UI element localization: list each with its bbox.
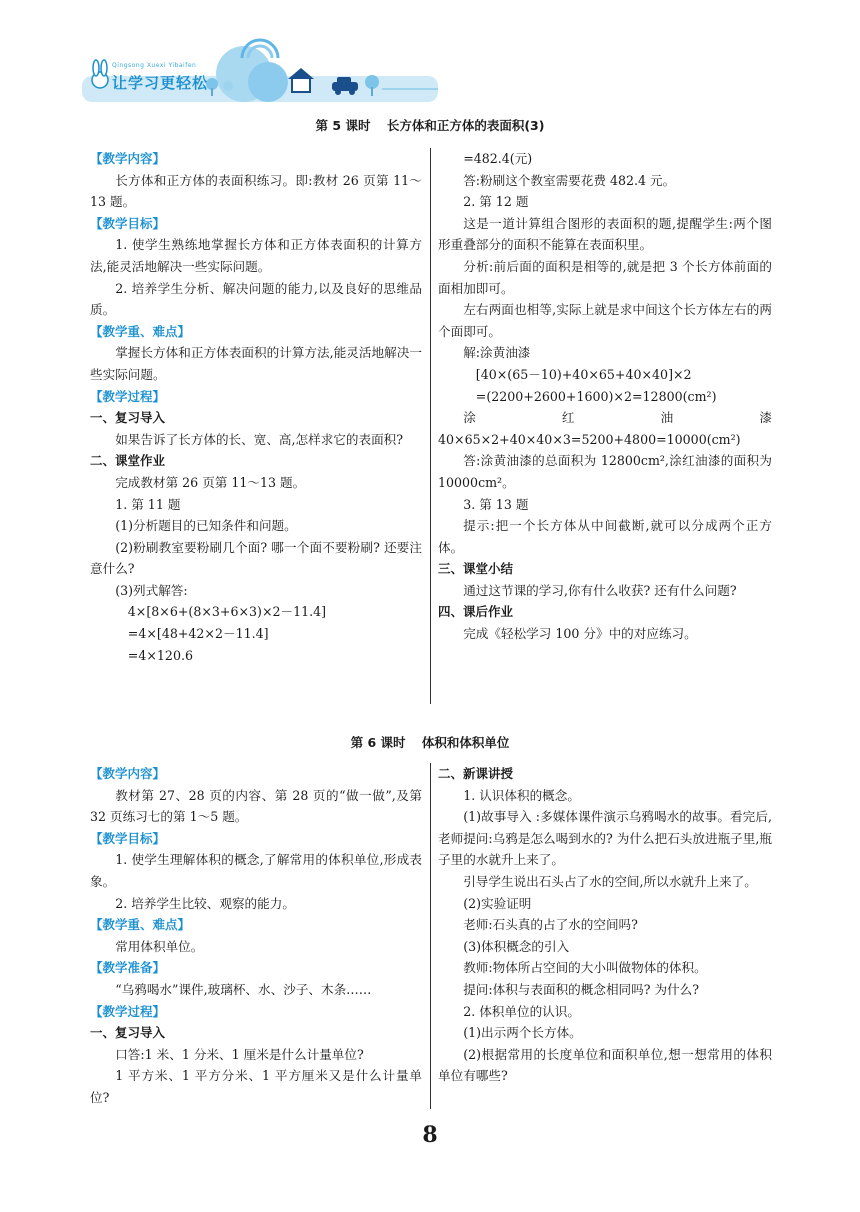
step-heading: 一、复习导入 [90, 1025, 166, 1041]
text-line: 完成教材第 26 页第 11～13 题。 [115, 474, 306, 490]
text-line: (1)故事导入 :多媒体课件演示乌鸦喝水的故事。看完后,老师提问:乌鸦是怎么喝到水的? 为什么把石头放进瓶子里,瓶子里的水就升上来了。 [438, 809, 772, 868]
lesson6-heading: 体积和体积单位 [421, 735, 510, 750]
section-heading: 【教学过程】 [90, 1003, 166, 1019]
section-heading: 【教学内容】 [90, 766, 166, 781]
text-line: (1)分析题目的已知条件和问题。 [115, 518, 297, 534]
text-line: 常用体积单位。 [115, 938, 204, 954]
text-line: 掌握长方体和正方体表面积的计算方法,能灵活地解决一些实际问题。 [90, 345, 422, 382]
section-heading: 【教学目标】 [90, 830, 166, 846]
text-line: =(2200+2600+1600)×2=12800(cm²) [475, 388, 717, 404]
text-line: 1 平方米、1 平方分米、1 平方厘米又是什么计量单位? [90, 1068, 422, 1105]
text-line: (2)根据常用的长度单位和面积单位,想一想常用的体积单位有哪些? [438, 1046, 772, 1084]
text-line: (2)实验证明 [463, 895, 532, 911]
text-line: (2)粉刷教室要粉刷几个面? 哪一个面不要粉刷? 还要注意什么? [90, 539, 422, 577]
lesson6-number: 第 6 课时 [350, 735, 406, 750]
step-heading: 三、课堂小结 [438, 561, 514, 577]
text-line: 提示:把一个长方体从中间截断,就可以分成两个正方体。 [438, 518, 772, 555]
text-line: 引导学生说出石头占了水的空间,所以水就升上来了。 [463, 873, 757, 889]
text-line: 老师:石头真的占了水的空间吗? [463, 917, 638, 933]
lesson5-heading: 长方体和正方体的表面积(3) [386, 118, 545, 133]
text-line: 3. 第 13 题 [463, 496, 529, 512]
step-heading: 二、课堂作业 [90, 453, 166, 469]
step-heading: 一、复习导入 [90, 410, 166, 426]
page-number: 8 [422, 1122, 438, 1148]
text-line: (1)出示两个长方体。 [463, 1025, 582, 1041]
section-heading: 【教学重、难点】 [90, 323, 191, 339]
text-line: “乌鸦喝水”课件,玻璃杯、水、沙子、木条…… [115, 981, 372, 997]
text-line: 1. 认识体积的概念。 [463, 787, 580, 803]
text-line: (3)体积概念的引入 [463, 938, 570, 954]
text-line: 2. 第 12 题 [463, 194, 529, 210]
text-line: 完成《轻松学习 100 分》中的对应练习。 [463, 626, 697, 642]
text-line: 这是一道计算组合图形的表面积的题,提醒学生:两个图形重叠部分的面积不能算在表面积里。 [438, 215, 772, 253]
text-line: =4×[48+42×2－11.4] [127, 626, 269, 642]
column-divider [430, 763, 431, 1109]
text-line: 口答:1 米、1 分米、1 厘米是什么计量单位? [115, 1046, 364, 1062]
text-line: 1. 使学生熟练地掌握长方体和正方体表面积的计算方法,能灵活地解决一些实际问题。 [90, 237, 422, 274]
text-line: 解:涂黄油漆 [463, 345, 531, 361]
text-line: (3)列式解答: [115, 582, 188, 598]
logo-subtitle: Qingsong Xuexi Yibaifen [112, 62, 197, 69]
section-heading: 【教学过程】 [90, 388, 166, 404]
lesson5-left-column [90, 148, 422, 666]
text-line: 2. 培养学生比较、观察的能力。 [115, 895, 295, 911]
text-line: 教师:物体所占空间的大小叫做物体的体积。 [463, 960, 707, 976]
text-line: 左右两面也相等,实际上就是求中间这个长方体左右的两个面即可。 [438, 302, 772, 339]
step-heading: 二、新课讲授 [438, 766, 514, 781]
text-line: 分析:前后面的面积是相等的,就是把 3 个长方体前面的面相加即可。 [438, 258, 772, 296]
lesson5-number: 第 5 课时 [315, 118, 371, 133]
text-line: =4×120.6 [127, 647, 193, 663]
text-line: 提问:体积与表面积的概念相同吗? 为什么? [463, 981, 700, 997]
text-line: [40×(65－10)+40×65+40×40]×2 [475, 366, 692, 382]
text-line: 2. 培养学生分析、解决问题的能力,以及良好的思维品质。 [90, 280, 422, 318]
text-line: 如果告诉了长方体的长、宽、高,怎样求它的表面积? [115, 431, 404, 447]
lesson6-title [0, 733, 860, 751]
logo-text: 让学习更轻松 [112, 74, 209, 92]
lesson5-title [0, 116, 860, 134]
section-heading: 【教学内容】 [90, 151, 166, 166]
lesson5-right-column [438, 148, 772, 645]
text-line: 通过这节课的学习,你有什么收获? 还有什么问题? [463, 582, 737, 598]
step-heading: 四、课后作业 [438, 604, 514, 620]
text-line: 长方体和正方体的表面积练习。即:教材 26 页第 11～13 题。 [90, 172, 422, 210]
text-line: 1. 使学生理解体积的概念,了解常用的体积单位,形成表象。 [90, 852, 422, 889]
text-line: 2. 体积单位的认识。 [463, 1003, 580, 1019]
section-heading: 【教学准备】 [90, 960, 166, 976]
text-line: 涂红油漆 40×65×2+40×40×3=5200+4800=10000(cm²) [438, 410, 772, 447]
banner-illustration [82, 38, 438, 104]
text-line: 4×[8×6+(8×3+6×3)×2－11.4] [127, 604, 327, 620]
text-line: 1. 第 11 题 [115, 496, 181, 512]
text-line: 教材第 27、28 页的内容、第 28 页的“做一做”,及第 32 页练习七的第 1～5 题。 [90, 787, 422, 825]
section-heading: 【教学重、难点】 [90, 917, 191, 933]
text-line: =482.4(元) [463, 151, 533, 166]
lesson6-right-column [438, 763, 772, 1087]
text-line: 答:粉刷这个教室需要花费 482.4 元。 [463, 172, 676, 188]
header-banner [82, 38, 438, 104]
column-divider [430, 148, 431, 704]
lesson6-left-column [90, 763, 422, 1109]
section-heading: 【教学目标】 [90, 215, 166, 231]
text-line: 答:涂黄油漆的总面积为 12800cm²,涂红油漆的面积为 10000cm²。 [438, 453, 772, 490]
